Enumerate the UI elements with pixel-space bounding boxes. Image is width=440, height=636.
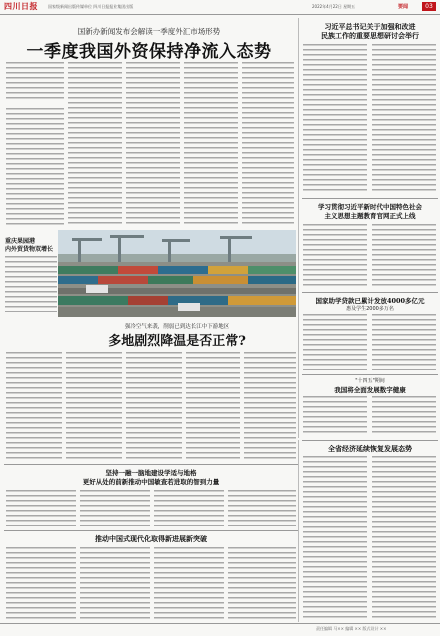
story4-kicker: "十四五"期间 xyxy=(355,378,385,384)
feature-body-col1 xyxy=(6,352,62,460)
story1-title-line1: 习近平总书记关于加强和改进 xyxy=(324,22,416,31)
story5-body-col1 xyxy=(6,490,76,526)
story1-title-line2: 民族工作的重要思想研讨会举行 xyxy=(321,31,419,40)
port-container-photo xyxy=(58,230,296,317)
story4-title: 我国将全面发展数字健康 xyxy=(334,386,406,394)
story6-body-col3 xyxy=(154,547,224,621)
lead-intro-text xyxy=(6,62,64,102)
lead-body-col5 xyxy=(242,62,294,226)
feature-body-col2 xyxy=(66,352,122,460)
masthead-info: 国家级新闻出版传媒单位 四川日报报业集团出版 xyxy=(48,4,134,9)
story3-subtitle: 惠及学生2000多万名 xyxy=(346,306,394,312)
story6-body-col1 xyxy=(6,547,76,621)
photo-caption-text xyxy=(5,256,57,312)
story2-body-col1 xyxy=(303,224,367,286)
feature-body-col3 xyxy=(126,352,182,460)
feature-kicker: 强冷空气来袭，削弱已到达长江中下游地区 xyxy=(124,324,230,330)
page-footer xyxy=(0,623,440,636)
story2-body-col2 xyxy=(372,224,436,286)
story7-body-col2 xyxy=(372,456,436,620)
column-divider xyxy=(298,18,299,438)
editor-credits: 责任编辑 马×× 编辑 ×× 版式设计 ×× xyxy=(316,626,387,631)
story2-title-line1: 学习贯彻习近平新时代中国特色社会 xyxy=(318,203,422,211)
divider xyxy=(4,530,298,531)
story3-body-col2 xyxy=(372,314,436,370)
story1-body-col2 xyxy=(372,44,436,194)
newspaper-logo: 四川日报 xyxy=(4,2,38,11)
story3-title: 国家助学贷款已累计发放4000多亿元 xyxy=(315,297,425,305)
divider xyxy=(302,374,438,375)
story1-body-col1 xyxy=(303,44,367,194)
photo-side-caption xyxy=(4,230,58,317)
feature-body-col5 xyxy=(244,352,296,460)
lead-body-col2 xyxy=(68,62,122,226)
lead-headline: 一季度我国外资保持净流入态势 xyxy=(26,42,272,62)
photo-caption-title-line1: 重庆果园港 xyxy=(5,238,36,245)
feature-headline: 多地剧烈降温是否正常? xyxy=(108,334,246,349)
lead-body-col4 xyxy=(184,62,238,226)
port-scene-graphic xyxy=(58,230,296,317)
story6-body-col2 xyxy=(80,547,150,621)
story5-title-line1: 坚持一融一脑地建设学适与地格 xyxy=(105,469,197,477)
feature-body-col4 xyxy=(186,352,240,460)
lead-body-col3 xyxy=(126,62,180,226)
photo-caption-title-line2: 内外贸货物双增长 xyxy=(5,246,54,253)
story5-body-col3 xyxy=(154,490,224,526)
section-name: 要闻 xyxy=(398,4,409,10)
divider xyxy=(4,464,298,465)
divider xyxy=(302,292,438,293)
story2-title-line2: 主义思想主题教育官网正式上线 xyxy=(324,212,416,220)
issue-date: 2022年4月22日 星期五 xyxy=(312,4,356,9)
story3-body-col1 xyxy=(303,314,367,370)
column-divider xyxy=(298,440,299,622)
divider xyxy=(302,440,438,441)
story4-body-col1 xyxy=(303,396,367,436)
divider xyxy=(302,198,438,199)
story5-body-col4 xyxy=(228,490,296,526)
story5-body-col2 xyxy=(80,490,150,526)
story6-title: 推动中国式现代化取得新进展新突破 xyxy=(95,534,207,543)
lead-kicker: 国新办新闻发布会解读一季度外汇市场形势 xyxy=(77,27,221,36)
story5-title-line2: 更好从处的前新推动中国敏查若进取的智到力量 xyxy=(82,478,220,486)
story4-body-col2 xyxy=(372,396,436,436)
page-number: 03 xyxy=(422,2,436,11)
story7-body-col1 xyxy=(303,456,367,620)
lead-body-col1 xyxy=(6,108,64,226)
story7-title: 全省经济延续恢复发展态势 xyxy=(328,444,412,453)
story6-body-col4 xyxy=(228,547,296,621)
